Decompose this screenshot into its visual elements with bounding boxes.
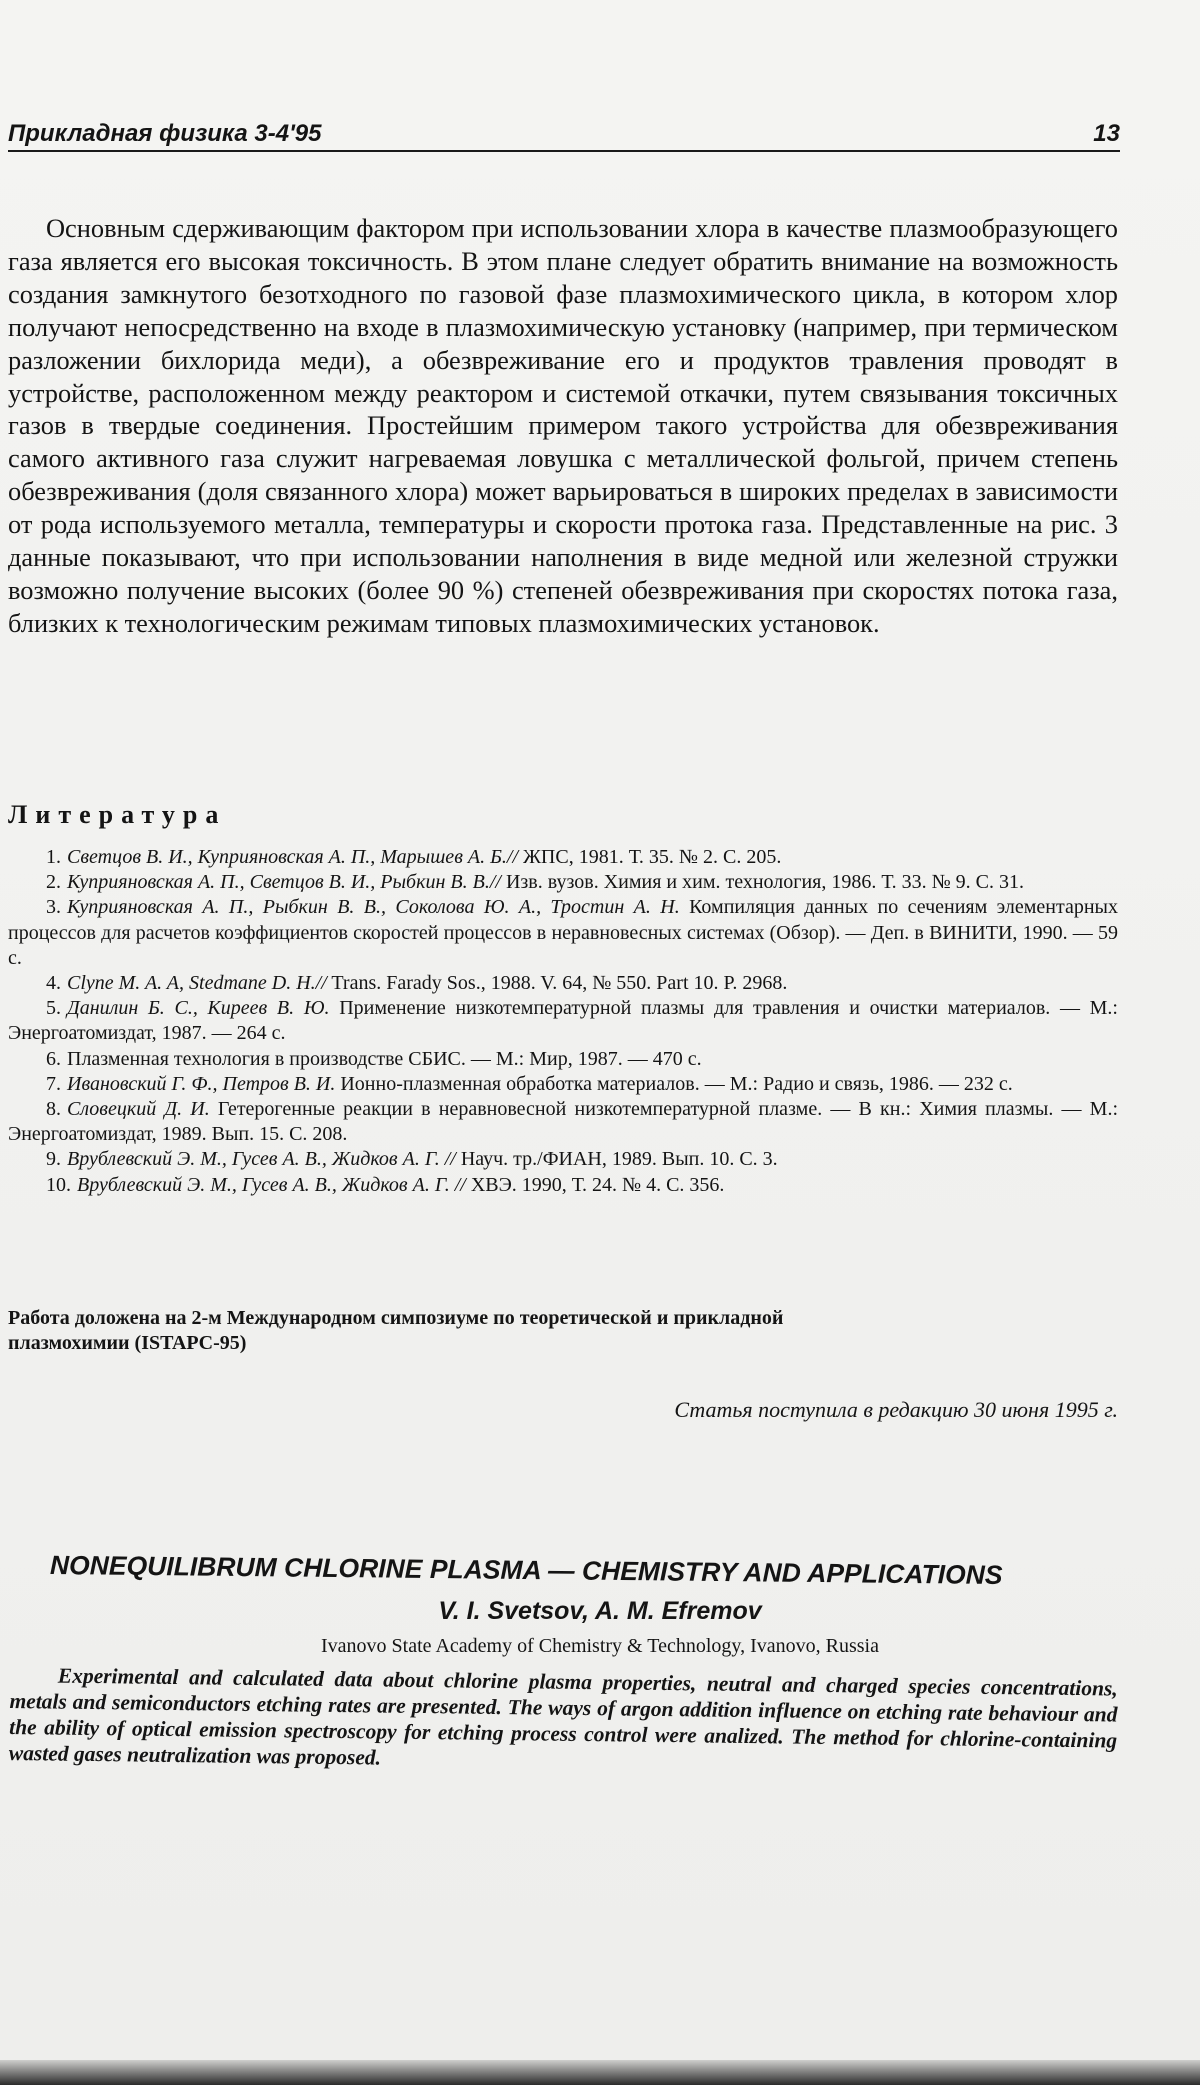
page-number: 13 <box>1093 120 1120 147</box>
reference-item: 5. Данилин Б. С., Киреев В. Ю. Применение низкотемпературной плазмы для травления и очистки материалов. — М.: Энергоатомиздат, 1987. — 264 с. <box>8 997 1118 1045</box>
conference-note: Работа доложена на 2-м Международном симпозиуме по теоретической и прикладной плазмохимии (ISTAPC-95) <box>8 1307 784 1354</box>
reference-authors: Clyne M. A. A, Stedmane D. H.// <box>67 972 327 995</box>
body-paragraph: Основным сдерживающим фактором при использовании хлора в качестве плазмообразующего газа является его высокая токсичность. В этом плане следует обратить внимание на возможность создания замкнутого безотходного по газовой фазе плазмохимического цикла, в котором хлор получают непосредственно на входе в плазмохимическую установку (например, при термическом разложении бихлорида меди), а обезвреживание его и продуктов травления проводят в устройстве, расположенном между реактором и системой откачки, путем связывания токсичных газов в твердые соединения. Простейшим примером такого устройства для обезвреживания самого активного газа служит нагреваемая ловушка с металлической фольгой, причем степень обезвреживания (доля связанного хлора) может варьироваться в широких пределах в зависимости от рода используемого металла, температуры и скорости протока газа. Представленные на рис. 3 данные показывают, что при использовании наполнения в виде медной или железной стружки возможно получение высоких (более 90 %) степеней обезвреживания при скоростях потока газа, близких к технологическим режимам типовых плазмохимических установок. <box>8 213 1118 638</box>
literature-heading: Литература <box>8 800 227 829</box>
reference-authors: Данилин Б. С., Киреев В. Ю. <box>67 997 330 1020</box>
reference-authors: Куприяновская А. П., Светцов В. И., Рыбкин В. В.// <box>67 871 501 894</box>
reference-authors: Врублевский Э. М., Гусев А. В., Жидков А. Г. // <box>67 1148 456 1171</box>
reference-item: 8. Словецкий Д. И. Гетерогенные реакции в неравновесной низкотемпературной плазме. — В кн.: Химия плазмы. — М.: Энергоатомиздат, 1989. Вып. 15. С. 208. <box>8 1098 1119 1146</box>
reference-authors: Куприяновская А. П., Рыбкин В. В., Соколова Ю. А., Тростин А. Н. <box>67 896 680 919</box>
reference-item: 4. Clyne M. A. A, Stedmane D. H.// Trans. Farady Sos., 1988. V. 64, № 550. Part 10. P. 2968. <box>46 972 788 995</box>
reference-item: 3. Куприяновская А. П., Рыбкин В. В., Соколова Ю. А., Тростин А. Н. Компиляция данных по сечениям элементарных процессов для расчетов коэффициентов скоростей процессов в неравновесных системах (Обзор). — Деп. в ВИНИТИ, 1990. — 59 с. <box>8 896 1118 969</box>
journal-title: Прикладная физика 3-4'95 <box>8 120 322 147</box>
reference-item: 6. Плазменная технология в производстве СБИС. — М.: Мир, 1987. — 470 с. <box>46 1047 702 1070</box>
reference-list <box>8 845 1118 1198</box>
reference-authors: Ивановский Г. Ф., Петров В. И. <box>67 1072 336 1095</box>
reference-authors: Светцов В. И., Куприяновская А. П., Марышев А. Б.// <box>67 846 518 868</box>
reference-item: 2. Куприяновская А. П., Светцов В. И., Рыбкин В. В.// Изв. вузов. Химия и хим. технология, 1986. Т. 33. № 9. С. 31. <box>46 871 1024 894</box>
reference-authors: Словецкий Д. И. <box>67 1098 210 1121</box>
abstract-authors: V. I. Svetsov, A. M. Efremov <box>438 1597 762 1625</box>
reference-item: 1. Светцов В. И., Куприяновская А. П., Марышев А. Б.// ЖПС, 1981. Т. 35. № 2. С. 205. <box>46 846 782 868</box>
reference-authors: Врублевский Э. М., Гусев А. В., Жидков А. Г. // <box>77 1173 466 1196</box>
running-header <box>8 118 1120 152</box>
abstract-affiliation: Ivanovo State Academy of Chemistry & Technology, Ivanovo, Russia <box>321 1635 879 1657</box>
abstract-title: NONEQUILIBRUM CHLORINE PLASMA — CHEMISTRY AND APPLICATIONS <box>49 1550 1003 1590</box>
abstract-text: Experimental and calculated data about chlorine plasma properties, neutral and charged species concentrations, metals and semiconductors etching rates are presented. The ways of argon addition influence on etching rate behaviour and the ability of optical emission spectroscopy for etching process control were analized. The method for chlorine-containing wasted gases neutralization was proposed. <box>8 1663 1118 1770</box>
reference-item: 10. Врублевский Э. М., Гусев А. В., Жидков А. Г. // ХВЭ. 1990, Т. 24. № 4. С. 356. <box>46 1173 725 1196</box>
scan-edge-shadow <box>0 2060 1200 2085</box>
reference-item: 9. Врублевский Э. М., Гусев А. В., Жидков А. Г. // Науч. тр./ФИАН, 1989. Вып. 10. С. 3. <box>46 1148 778 1171</box>
received-date: Статья поступила в редакцию 30 июня 1995 г. <box>674 1397 1118 1422</box>
reference-item: 7. Ивановский Г. Ф., Петров В. И. Ионно-плазменная обработка материалов. — М.: Радио и связь, 1986. — 232 с. <box>46 1072 1013 1095</box>
